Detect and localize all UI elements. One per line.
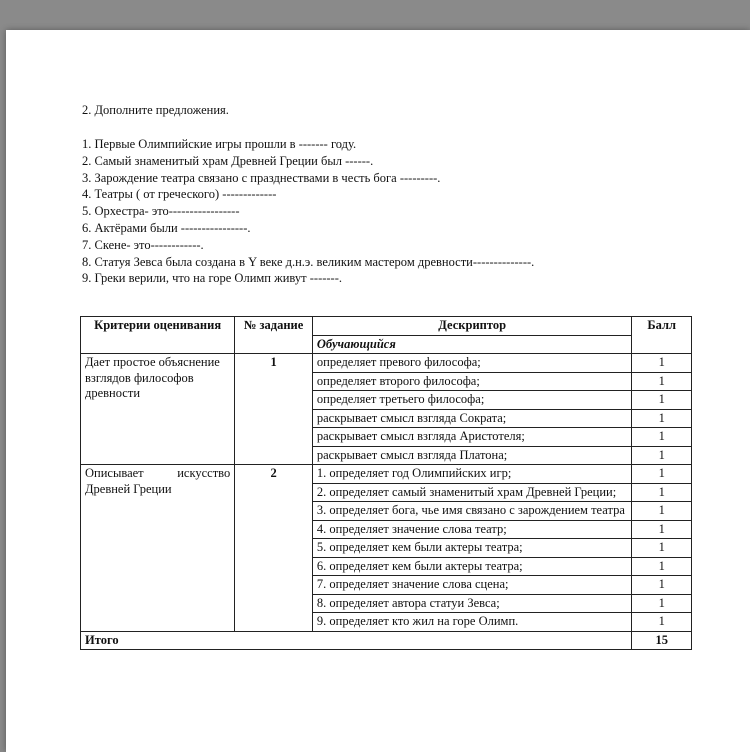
descriptor-cell: 7. определяет значение слова сцена;	[312, 576, 632, 595]
question-item: 1. Первые Олимпийские игры прошли в ------- году.	[82, 137, 357, 151]
descriptor-cell: определяет второго философа;	[312, 372, 632, 391]
header-criteria: Критерии оценивания	[81, 317, 235, 354]
points-cell: 1	[632, 594, 692, 613]
header-task: № задание	[235, 317, 313, 354]
total-row	[81, 631, 692, 650]
descriptor-cell: 9. определяет кто жил на горе Олимп.	[312, 613, 632, 632]
question-item: 5. Орхестра- это-----------------	[82, 204, 240, 219]
total-label: Итого	[81, 631, 632, 650]
header-row	[81, 317, 692, 336]
descriptor-cell: 6. определяет кем были актеры театра;	[312, 557, 632, 576]
question-list	[82, 136, 534, 287]
task-heading: 2. Дополните предложения.	[82, 103, 229, 117]
table-row	[81, 354, 692, 373]
points-cell: 1	[632, 520, 692, 539]
descriptor-cell: 5. определяет кем были актеры театра;	[312, 539, 632, 558]
question-item: 4. Театры ( от греческого) -------------	[82, 187, 277, 202]
task-number-cell: 2	[235, 465, 313, 632]
question-item: 6. Актёрами были ----------------.	[82, 220, 251, 235]
points-cell: 1	[632, 613, 692, 632]
header-descriptor-sub: Обучающийся	[312, 335, 632, 354]
points-cell: 1	[632, 539, 692, 558]
question-item: 8. Статуя Зевса была создана в Y веке д.н.э. великим мастером древности--------------.	[82, 254, 535, 269]
criterion-cell: Описывает искусство Древней Греции	[81, 465, 235, 632]
rubric-table	[80, 316, 692, 650]
points-cell: 1	[632, 354, 692, 373]
header-descriptor: Дескриптор	[312, 317, 632, 336]
question-item: 3. Зарождение театра связано с празднествами в честь бога ---------.	[82, 170, 441, 185]
points-cell: 1	[632, 483, 692, 502]
points-cell: 1	[632, 502, 692, 521]
header-points: Балл	[632, 317, 692, 354]
descriptor-cell: 3. определяет бога, чье имя связано с зарождением театра	[312, 502, 632, 521]
descriptor-cell: определяет третьего философа;	[312, 391, 632, 410]
points-cell: 1	[632, 465, 692, 484]
question-item: 7. Скене- это------------.	[82, 237, 204, 252]
points-cell: 1	[632, 372, 692, 391]
points-cell: 1	[632, 446, 692, 465]
points-cell: 1	[632, 428, 692, 447]
question-item: 2. Самый знаменитый храм Древней Греции был ------.	[82, 153, 374, 168]
criterion-cell: Дает простое объяснение взглядов философов древности	[81, 354, 235, 465]
descriptor-cell: 2. определяет самый знаменитый храм Древней Греции;	[312, 483, 632, 502]
descriptor-cell: раскрывает смысл взгляда Платона;	[312, 446, 632, 465]
descriptor-cell: определяет превого философа;	[312, 354, 632, 373]
question-item: 9. Греки верили, что на горе Олимп живут -------.	[82, 271, 343, 286]
points-cell: 1	[632, 557, 692, 576]
descriptor-cell: 1. определяет год Олимпийских игр;	[312, 465, 632, 484]
document-page	[6, 30, 750, 752]
points-cell: 1	[632, 576, 692, 595]
total-points: 15	[632, 631, 692, 650]
table-row	[81, 465, 692, 484]
descriptor-cell: 8. определяет автора статуи Зевса;	[312, 594, 632, 613]
descriptor-cell: раскрывает смысл взгляда Сократа;	[312, 409, 632, 428]
points-cell: 1	[632, 391, 692, 410]
task-number-cell: 1	[235, 354, 313, 465]
descriptor-cell: 4. определяет значение слова театр;	[312, 520, 632, 539]
descriptor-cell: раскрывает смысл взгляда Аристотеля;	[312, 428, 632, 447]
points-cell: 1	[632, 409, 692, 428]
